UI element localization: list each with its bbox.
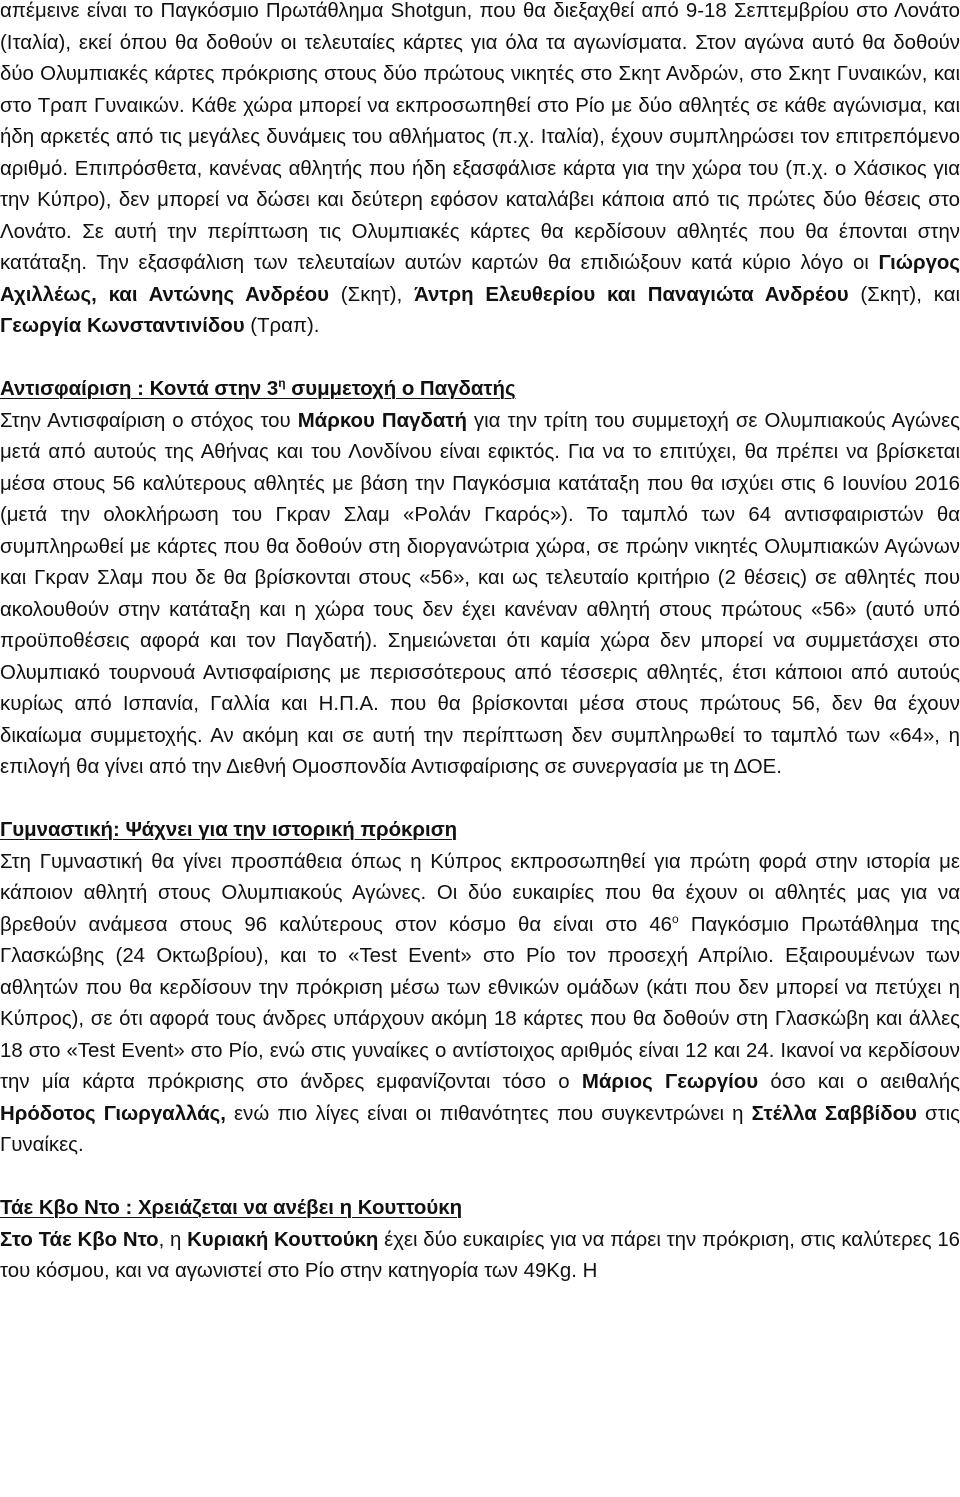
- taekwondo-lead: Στο Τάε Κβο Ντο: [0, 1228, 159, 1251]
- gymnastics-text-4: ενώ πιο λίγες είναι οι πιθανότητες που συγκεντρώνει η: [225, 1102, 752, 1125]
- tennis-heading-text: Αντισφαίριση : Κοντά στην 3: [0, 378, 279, 400]
- name-savvidou: Στέλλα Σαββίδου: [751, 1102, 917, 1125]
- taekwondo-heading: Τάε Κβο Ντο : Χρειάζεται να ανέβει η Κουττούκη: [0, 1197, 463, 1219]
- taekwondo-text-1: , η: [158, 1228, 188, 1251]
- intro-text-4: (Τραπ).: [244, 315, 320, 337]
- taekwondo-text-2: έχει δύο ευκαιρίες για να πάρει την πρόκριση, στις καλύτερες 16 του κόσμου, και να αγωνιστεί στο Ρίο στην κατηγορία των 49Kg. Η: [0, 1228, 960, 1282]
- name-giorgallas: Ηρόδοτος Γιωργαλλάς,: [0, 1102, 226, 1125]
- name-kouttouki: Κυριακή Κουττούκη: [187, 1228, 379, 1251]
- tennis-heading-superscript: η: [278, 376, 286, 391]
- names-skeet-women: Άντρη Ελευθερίου και Παναγιώτα Ανδρέου: [414, 283, 849, 306]
- gymnastics-paragraph: [0, 847, 960, 1162]
- tennis-heading: [0, 374, 960, 406]
- tennis-paragraph: [0, 406, 960, 784]
- tennis-heading-text-end: συμμετοχή ο Παγδατής: [285, 378, 516, 400]
- gymnastics-heading: Γυμναστική: Ψάχνει για την ιστορική πρόκριση: [0, 819, 458, 841]
- name-georgiou: Μάριος Γεωργίου: [581, 1071, 759, 1093]
- name-pagdatis: Μάρκου Παγδατή: [297, 409, 467, 432]
- tennis-text-2: για την τρίτη του συμμετοχή σε Ολυμπιακούς Αγώνες μετά από αυτούς της Αθήνας και του Λονδίνου είναι εφικτός. Για να το επιτύχει, θα πρέπει να βρίσκεται μέσα στους 56 καλύτερους αθλητές με βάση την Παγκόσμια κατάταξη που θα ισχύει στις 6 Ιουνίου 2016 (μετά την ολοκλήρωση του Γκραν Σλαμ «Ρολάν Γκαρός»). Το ταμπλό των 64 αντισφαιριστών θα συμπληρωθεί με κάρτες που θα δοθούν στη διοργανώτρια χώρα, σε πρώην νικητές Ολυμπιακών Αγώνων και Γκραν Σλαμ που δε θα βρίσκονται στους «56», και ως τελευταίο κριτήριο (2 θέσεις) σε αθλητές που ακολουθούν στην κατάταξη και η χώρα τους δεν έχει κανέναν αθλητή στους πρώτους «56» (αυτό υπό προϋποθέσεις αφορά και τον Παγδατή). Σημειώνεται ότι καμία χώρα δεν μπορεί να συμμετάσχει στο Ολυμπιακό τουρνουά Αντισφαίρισης με περισσότερους από τέσσερις αθλητές, έτσι κάποιοι από αυτούς κυρίως από Ισπανία, Γαλλία και Η.Π.Α. που θα βρίσκονται μέσα στους πρώτους 56, δεν θα έχουν δικαίωμα συμμετοχής. Αν ακόμη και σε αυτή την περίπτωση δεν συμπληρωθεί το ταμπλό των «64», η επιλογή θα γίνει από την Διεθνή Ομοσπονδία Αντισφαίρισης σε συνεργασία με τη ΔΟΕ.: [0, 409, 960, 778]
- paragraph-spacer: [0, 1162, 960, 1194]
- gymnastics-text-2: Παγκόσμιο Πρωτάθλημα της Γλασκώβης (24 Οκτωβρίου), και το «Test Event» στο Ρίο τον προσεχή Απρίλιο. Εξαιρουμένων των αθλητών που θα κερδίσουν την πρόκριση μέσω των εθνικών ομάδων (κάτι που δεν μπορεί να πετύχει η Κύπρος), σε ότι αφορά τους άνδρες υπάρχουν ακόμη 18 κάρτες που θα δοθούν στη Γλασκώβη και άλλες 18 στο «Test Event» στο Ρίο, ενώ στις γυναίκες ο αντίστοιχος αριθμός είναι 12 και 24. Ικανοί να κερδίσουν την μία κάρτα πρόκρισης στο άνδρες εμφανίζονται τόσο ο: [0, 913, 960, 1093]
- name-trap-women: Γεωργία Κωνσταντινίδου: [0, 315, 245, 337]
- intro-text-1: απέμεινε είναι το Παγκόσμιο Πρωτάθλημα Shotgun, που θα διεξαχθεί από 9-18 Σεπτεμβρίου στο Λονάτο (Ιταλία), εκεί όπου θα δοθούν οι τελευταίες κάρτες για όλα τα αγωνίσματα. Στον αγώνα αυτό θα δοθούν δύο Ολυμπιακές κάρτες πρόκρισης στους δύο πρώτους νικητές στο Σκητ Ανδρών, στο Σκητ Γυναικών, και στο Τραπ Γυναικών. Κάθε χώρα μπορεί να εκπροσωπηθεί στο Ρίο με δύο αθλητές σε κάθε αγώνισμα, και ήδη αρκετές από τις μεγάλες δυνάμεις του αθλήματος (π.χ. Ιταλία), έχουν συμπληρώσει τον επιτρεπόμενο αριθμό. Επιπρόσθετα, κανένας αθλητής που ήδη εξασφάλισε κάρτα για την χώρα του (π.χ. ο Χάσικος για την Κύπρο), δεν μπορεί να δώσει και δεύτερη εφόσον καταλάβει κάποια από τις πρώτες δύο θέσεις στο Λονάτο. Σε αυτή την περίπτωση τις Ολυμπιακές κάρτες θα κερδίσουν αθλητές που θα έπονται στην κατάταξη. Την εξασφάλιση των τελευταίων αυτών καρτών θα επιδιώξουν κατά κύριο λόγο οι: [0, 0, 960, 274]
- intro-text-3: (Σκητ), και: [848, 283, 960, 306]
- intro-paragraph: [0, 0, 960, 343]
- gymnastics-superscript: ο: [672, 911, 679, 926]
- taekwondo-paragraph: [0, 1225, 960, 1288]
- names-skeet-men: Γιώργος Αχιλλέως, και Αντώνης Ανδρέου: [0, 252, 960, 306]
- intro-text-2: (Σκητ),: [328, 283, 415, 306]
- gymnastics-text-1: Στη Γυμναστική θα γίνει προσπάθεια όπως η Κύπρος εκπροσωπηθεί για πρώτη φορά στην ιστορία με κάποιον αθλητή στους Ολυμπιακούς Αγώνες. Οι δύο ευκαιρίες που θα έχουν οι αθλητές μας για να βρεθούν ανάμεσα στους 96 καλύτερους στον κόσμο θα είναι στο 46: [0, 850, 960, 936]
- tennis-text-1: Στην Αντισφαίριση ο στόχος του: [0, 409, 298, 432]
- gymnastics-text-5: στις Γυναίκες.: [0, 1102, 960, 1156]
- paragraph-spacer: [0, 343, 960, 375]
- gymnastics-text-3: όσο και ο αειθαλής: [758, 1071, 960, 1093]
- paragraph-spacer: [0, 784, 960, 816]
